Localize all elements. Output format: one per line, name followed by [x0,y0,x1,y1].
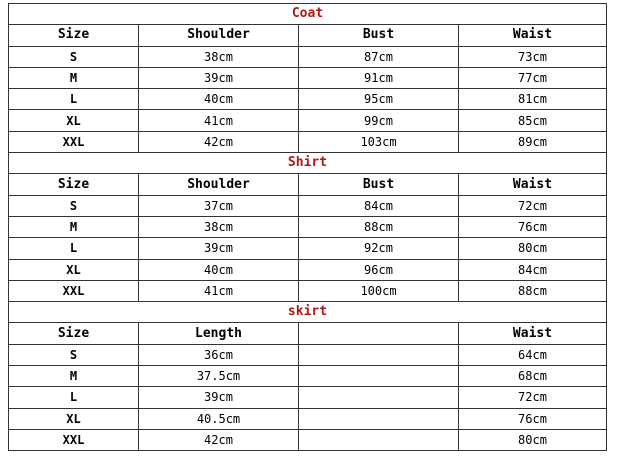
measurement-cell: 42cm [139,131,299,152]
size-cell: XL [9,408,139,429]
measurement-cell: 39cm [139,238,299,259]
column-header: Shoulder [139,25,299,46]
measurement-cell: 36cm [139,344,299,365]
table-row [9,408,607,429]
column-header: Shoulder [139,174,299,195]
table-row [9,280,607,301]
measurement-cell: 41cm [139,280,299,301]
measurement-cell [299,429,459,450]
measurement-cell: 91cm [299,67,459,88]
measurement-cell: 42cm [139,429,299,450]
measurement-cell: 96cm [299,259,459,280]
measurement-cell: 76cm [459,216,607,237]
table-row [9,216,607,237]
measurement-cell: 103cm [299,131,459,152]
measurement-cell: 84cm [299,195,459,216]
size-chart-table [8,3,607,451]
table-row [9,259,607,280]
measurement-cell: 40.5cm [139,408,299,429]
measurement-cell: 38cm [139,216,299,237]
column-header: Bust [299,174,459,195]
measurement-cell: 39cm [139,387,299,408]
section-title-row [9,153,607,174]
size-cell: XXL [9,131,139,152]
measurement-cell [299,408,459,429]
measurement-cell: 40cm [139,259,299,280]
table-row [9,387,607,408]
size-cell: L [9,238,139,259]
size-cell: L [9,387,139,408]
size-cell: S [9,46,139,67]
measurement-cell: 88cm [459,280,607,301]
section-title-row [9,4,607,25]
table-row [9,238,607,259]
measurement-cell: 81cm [459,89,607,110]
measurement-cell: 40cm [139,89,299,110]
table-row [9,110,607,131]
column-header-row [9,323,607,344]
measurement-cell: 100cm [299,280,459,301]
size-cell: L [9,89,139,110]
measurement-cell: 64cm [459,344,607,365]
measurement-cell: 95cm [299,89,459,110]
size-cell: XXL [9,429,139,450]
measurement-cell: 85cm [459,110,607,131]
column-header-row [9,25,607,46]
section-title: Coat [9,4,607,25]
measurement-cell [299,344,459,365]
measurement-cell: 37cm [139,195,299,216]
size-chart-body [9,4,607,451]
column-header: Waist [459,25,607,46]
measurement-cell: 72cm [459,195,607,216]
measurement-cell: 80cm [459,429,607,450]
size-cell: S [9,344,139,365]
measurement-cell [299,366,459,387]
column-header: Size [9,174,139,195]
column-header-row [9,174,607,195]
measurement-cell: 39cm [139,67,299,88]
measurement-cell: 88cm [299,216,459,237]
column-header: Waist [459,323,607,344]
measurement-cell: 89cm [459,131,607,152]
measurement-cell: 76cm [459,408,607,429]
measurement-cell: 77cm [459,67,607,88]
column-header: Size [9,323,139,344]
table-row [9,131,607,152]
size-cell: M [9,67,139,88]
measurement-cell: 41cm [139,110,299,131]
measurement-cell: 92cm [299,238,459,259]
measurement-cell: 73cm [459,46,607,67]
size-cell: XL [9,110,139,131]
column-header: Waist [459,174,607,195]
section-title-row [9,302,607,323]
measurement-cell: 72cm [459,387,607,408]
table-row [9,429,607,450]
measurement-cell: 38cm [139,46,299,67]
size-cell: XXL [9,280,139,301]
size-cell: M [9,216,139,237]
table-row [9,89,607,110]
table-row [9,46,607,67]
measurement-cell: 37.5cm [139,366,299,387]
measurement-cell [299,387,459,408]
size-cell: S [9,195,139,216]
table-row [9,195,607,216]
column-header: Length [139,323,299,344]
measurement-cell: 84cm [459,259,607,280]
table-row [9,67,607,88]
column-header [299,323,459,344]
table-row [9,344,607,365]
section-title: skirt [9,302,607,323]
size-cell: M [9,366,139,387]
section-title: Shirt [9,153,607,174]
measurement-cell: 80cm [459,238,607,259]
column-header: Bust [299,25,459,46]
table-row [9,366,607,387]
column-header: Size [9,25,139,46]
measurement-cell: 87cm [299,46,459,67]
size-cell: XL [9,259,139,280]
measurement-cell: 68cm [459,366,607,387]
measurement-cell: 99cm [299,110,459,131]
